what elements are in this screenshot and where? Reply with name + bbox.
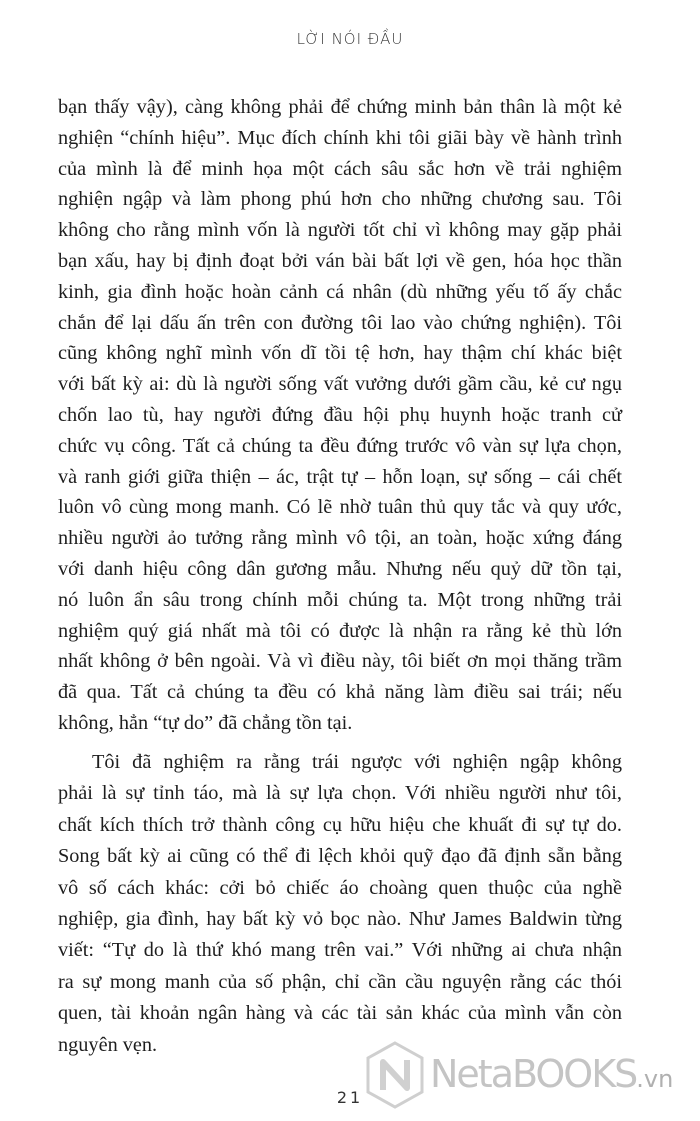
text-line: nghiệp, gia đình, hay bất kỳ vỏ bọc nào. Như James Baldwin từng <box>58 907 622 930</box>
text-line: ra sự mong manh của số phận, chỉ cần cầu nguyện rằng các thói <box>58 970 622 993</box>
text-line: viết: “Tự do là thứ khó mang trên vai.” Với những ai chưa nhận <box>58 939 622 962</box>
text-line: với bất kỳ ai: dù là người sống vất vưởng dưới gầm cầu, kẻ cư ngụ <box>58 373 622 396</box>
text-line: chất kích thích trở thành công cụ hữu hiệu che khuất đi sự tự do. <box>58 813 622 836</box>
text-line: nó luôn ẩn sâu trong chính mỗi chúng ta. Một trong những trải <box>58 588 622 611</box>
text-line: kinh, gia đình hoặc hoàn cảnh cá nhân (dù những yếu tố ấy chắc <box>58 280 622 303</box>
paragraph-1 <box>58 92 622 739</box>
text-line: nhất không ở bên ngoài. Và vì điều này, tôi biết ơn mọi thăng trầm <box>58 650 622 673</box>
paragraph-2 <box>58 747 622 1061</box>
text-line: chắn để lại dấu ấn trên con đường tôi lao vào chứng nghiện). Tôi <box>58 311 622 334</box>
text-line: Song bất kỳ ai cũng có thể đi lệch khỏi quỹ đạo đã định sẵn bằng <box>58 845 622 868</box>
text-line: bạn thấy vậy), càng không phải để chứng minh bản thân là một kẻ <box>58 96 622 118</box>
text-line: vô số cách khác: cởi bỏ chiếc áo choàng quen thuộc của nghề <box>58 876 622 899</box>
text-line: với danh hiệu công dân gương mẫu. Nhưng nếu quỷ dữ tồn tại, <box>58 557 622 580</box>
text-line: phải là sự tỉnh táo, mà là sự lựa chọn. Với nhiều người như tôi, <box>58 782 622 805</box>
text-line: quen, tài khoản ngân hàng và các tài sản khác của mình vẫn còn <box>58 1002 622 1025</box>
text-line: đã qua. Tất cả chúng ta đều có khả năng làm điều sai trái; nếu <box>58 681 622 704</box>
text-line: của mình là để minh họa một cách sâu sắc hơn về trải nghiệm <box>58 157 622 180</box>
text-line: Tôi đã nghiệm ra rằng trái ngược với nghiện ngập không <box>92 751 622 773</box>
running-header: LỜI NÓI ĐẦU <box>296 30 404 48</box>
text-line: bạn xấu, hay bị định đoạt bởi ván bài bất lợi về gen, hóa học thần <box>58 249 622 272</box>
text-line: cũng không nghĩ mình vốn dĩ tồi tệ hơn, hay thậm chí khác biệt <box>58 342 622 365</box>
text-line: không cho rằng mình vốn là người tốt chỉ vì không may gặp phải <box>58 219 622 242</box>
text-line: chốn lao tù, hay người đứng đầu hội phụ huynh hoặc tranh cử <box>58 403 622 426</box>
text-line: không, hẳn “tự do” đã chẳng tồn tại. <box>58 711 353 734</box>
page-number: 21 <box>336 1088 364 1107</box>
text-line: luôn vô cùng mong manh. Có lẽ nhờ tuân thủ quy tắc và quy ước, <box>58 496 622 519</box>
watermark-brand: NetaBOOKS <box>430 1052 637 1096</box>
text-line: nghiện ngập và làm phong phú hơn cho những chương sau. Tôi <box>58 188 622 211</box>
text-line: và ranh giới giữa thiện – ác, trật tự – hỗn loạn, sự sống – cái chết <box>58 465 622 488</box>
text-line: nghiệm quý giá nhất mà tôi có được là nhận ra rằng kẻ thù lớn <box>58 619 622 642</box>
text-line: nghiện “chính hiệu”. Mục đích chính khi tôi giãi bày về hành trình <box>58 126 622 149</box>
watermark-domain: .vn <box>636 1065 674 1093</box>
text-line: nguyên vẹn. <box>58 1033 158 1056</box>
text-line: nhiều người ảo tưởng rằng mình vô tội, an toàn, hoặc xứng đáng <box>58 527 622 550</box>
text-line: chức vụ công. Tất cả chúng ta đều đứng trước vô vàn sự lựa chọn, <box>58 434 622 457</box>
